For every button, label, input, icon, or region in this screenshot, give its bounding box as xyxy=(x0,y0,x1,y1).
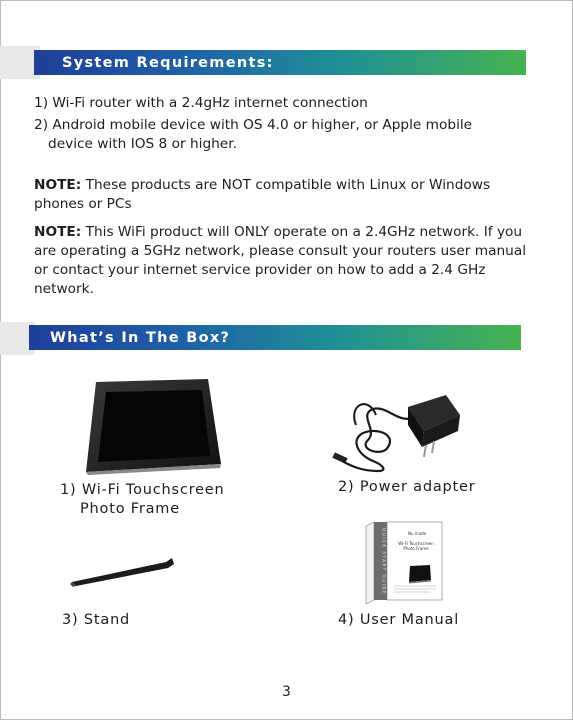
section-header-box xyxy=(29,325,521,350)
photo-frame-image xyxy=(82,378,222,476)
section-header-requirements xyxy=(34,50,526,75)
manual-spine: QUICK START GUIDE xyxy=(380,528,386,596)
note-network: NOTE: This WiFi product will ONLY operate on a 2.4GHz network. If you are operating a 5GHz network, please consult your routers user manual or contact your internet service provider on how to add a 2.4 GHz network. xyxy=(34,224,527,297)
list-item: 1) Wi-Fi router with a 2.4gHz internet connection xyxy=(34,95,368,111)
note-compatibility: NOTE: These products are NOT compatible with Linux or Windows phones or PCs xyxy=(34,177,491,212)
note-label: NOTE: xyxy=(34,224,82,240)
manual-brand: Nu made xyxy=(408,531,427,536)
user-manual-image xyxy=(364,520,444,604)
box-item-user-manual: 4) User Manual xyxy=(338,612,460,628)
page-number: 3 xyxy=(282,684,291,700)
stand-image xyxy=(70,556,176,588)
manual-title: Wi-Fi Touchscreen Photo Frame xyxy=(398,541,434,551)
section-title: System Requirements: xyxy=(62,54,274,71)
box-item-photo-frame: 1) Wi-Fi Touchscreen Photo Frame xyxy=(60,482,225,517)
box-item-power-adapter: 2) Power adapter xyxy=(338,479,476,495)
box-item-stand: 3) Stand xyxy=(62,612,131,628)
list-item: 2) Android mobile device with OS 4.0 or higher, or Apple mobile device with IOS 8 or higher. xyxy=(34,117,473,152)
note-label: NOTE: xyxy=(34,177,82,193)
requirements-list xyxy=(34,94,524,157)
power-adapter-image xyxy=(328,385,468,475)
section-title: What’s In The Box? xyxy=(50,329,231,346)
